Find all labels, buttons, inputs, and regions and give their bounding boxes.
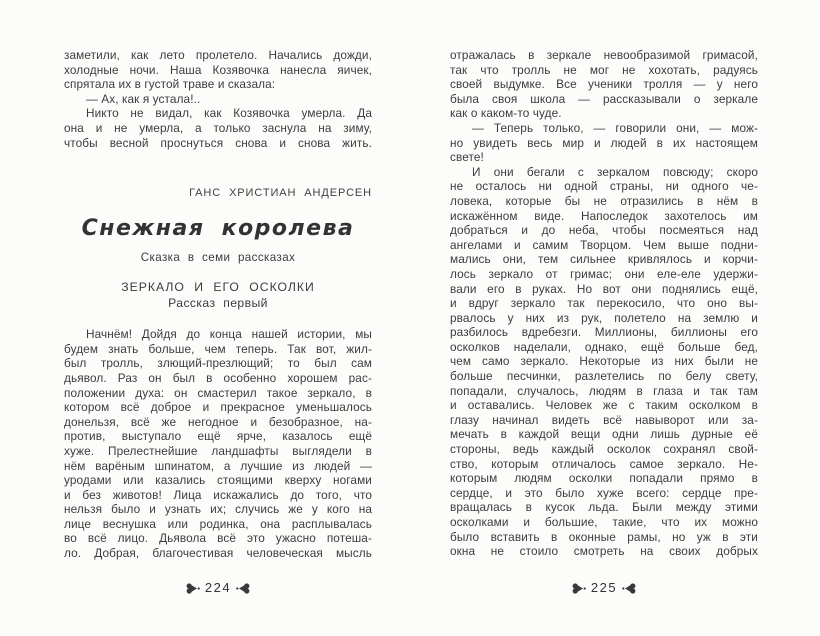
text-line: хуже. Прелестнейшие ландшафты выглядели в bbox=[64, 443, 372, 458]
text-line: Никто не видал, как Козявочка умерла. Да bbox=[86, 106, 372, 121]
text-line: осколками и большие, такие, что их можно bbox=[450, 515, 758, 529]
chapter-subheading: Рассказ первый bbox=[168, 296, 268, 311]
text-line: — Теперь только, — говорили они, — мож- bbox=[472, 120, 758, 135]
text-line: — Ах, как я устала!.. bbox=[86, 91, 201, 106]
story-subtitle: Сказка в семи рассказах bbox=[140, 251, 296, 265]
text-line: лось зеркало от гримас; они еле-еле удержи- bbox=[450, 266, 758, 281]
page-number-text: 225 bbox=[590, 580, 618, 596]
text-line: мались они, тем сильнее кривлялось и корчи- bbox=[450, 252, 758, 267]
text-line: и без животов! Лица искажались до того, что bbox=[64, 487, 372, 502]
text-line: И они бегали с зеркалом повсюду; скоро bbox=[472, 164, 758, 179]
text-line: которым людям осколки попадали прямо в bbox=[450, 471, 758, 486]
text-line: будем знать больше, чем теперь. Так вот, жил- bbox=[64, 341, 372, 356]
floral-ornament-icon bbox=[236, 583, 250, 594]
text-line: она и не умерла, а только заснула на зиму, bbox=[64, 120, 372, 135]
text-line: окна не стоило смотреть на своих добрых bbox=[450, 544, 758, 559]
text-line: но увидеть весь мир и людей в их настоящем bbox=[450, 135, 758, 150]
text-line: не осталось ни одной страны, ни одного че- bbox=[450, 179, 758, 194]
text-line: своей выдумке. Все ученики тролля — у него bbox=[450, 77, 758, 92]
text-line: Начнём! Дойдя до конца нашей истории, мы bbox=[86, 327, 372, 342]
page-number-left bbox=[64, 581, 372, 596]
story-title: Снежная королева bbox=[81, 216, 355, 242]
text-line: положении духа: он смастерил такое зеркало, в bbox=[64, 385, 372, 400]
text-line: вращалась в кусок льда. Были между этими bbox=[450, 500, 758, 515]
text-line: и вдруг зеркало так перекосило, что оно вы- bbox=[450, 296, 758, 311]
text-line: попадали, случалось, людям в глаза и так там bbox=[450, 383, 758, 398]
page-number-right bbox=[450, 581, 758, 596]
text-line: котором всё доброе и прекрасное уменьшалось bbox=[64, 400, 372, 415]
text-line: ство, которым отличалось самое зеркало. Не- bbox=[450, 456, 758, 471]
text-line: глазу начинал видеть всё навыворот или за- bbox=[450, 412, 758, 427]
text-line: был тролль, злющий-презлющий; то был сам bbox=[64, 356, 372, 371]
text-line: осколков наделали, однако, ещё больше бед, bbox=[450, 339, 758, 354]
text-line: дьявол. Раз он был в особенно хорошем рас- bbox=[64, 370, 372, 385]
text-line: мечать в каждой вещи одни лишь дурные её bbox=[450, 427, 758, 442]
text-line: вали его в руках. Но вот они поднялись ещё, bbox=[450, 281, 758, 296]
text-line: спрятала их в густой траве и сказала: bbox=[64, 77, 276, 92]
text-line: добраться и до неба, чтобы посмеяться над bbox=[450, 223, 758, 238]
text-line: сердце, и это было хуже всего: сердце пре- bbox=[450, 485, 758, 500]
text-line: ловека, которые бы не отразились в нём в bbox=[450, 193, 758, 208]
page-number-text: 224 bbox=[204, 580, 232, 596]
text-line: так что тролль не мог не хохотать, радуясь bbox=[450, 62, 758, 77]
text-line: донельзя, всё же негодное и безобразное, на- bbox=[64, 414, 372, 429]
floral-ornament-icon bbox=[186, 583, 200, 594]
text-line: чтобы весной проснуться снова и снова жить. bbox=[64, 135, 372, 150]
text-line: чем само зеркало. Некоторые из них были не bbox=[450, 354, 758, 369]
text-line: против, выступало ещё ярче, казалось ещё bbox=[64, 429, 372, 444]
text-line: заметили, как лето пролетело. Начались дожди, bbox=[64, 48, 372, 62]
page-left bbox=[64, 48, 372, 636]
left-body-text bbox=[64, 327, 372, 561]
author-name: ГАНС ХРИСТИАН АНДЕРСЕН bbox=[189, 187, 372, 200]
text-line: было вставить в оконные рамы, но уж в эти bbox=[450, 529, 758, 544]
text-line: рвалось у них из рук, полетело на землю и bbox=[450, 310, 758, 325]
page-right bbox=[450, 48, 758, 636]
left-top-text bbox=[64, 48, 372, 150]
text-line: искажённом виде. Напоследок захотелось им bbox=[450, 208, 758, 223]
text-line: нельзя было и узнать их; случись же у кого на bbox=[64, 502, 372, 517]
text-line: отражалась в зеркале невообразимой гримасой, bbox=[450, 48, 758, 62]
text-line: разбилось вдребезги. Миллионы, биллионы его bbox=[450, 325, 758, 340]
right-body-text bbox=[450, 48, 758, 559]
text-line: была своя школа — рассказывали о зеркале bbox=[450, 91, 758, 106]
floral-ornament-icon bbox=[622, 583, 636, 594]
text-line: свете! bbox=[450, 150, 484, 165]
text-line: нём варёным шпинатом, а лучшие из людей — bbox=[64, 458, 372, 473]
text-line: больше песчинки, разлетелись по белу свету, bbox=[450, 369, 758, 384]
text-line: ангелами и самим Творцом. Чем выше подни- bbox=[450, 237, 758, 252]
chapter-heading: ЗЕРКАЛО И ЕГО ОСКОЛКИ bbox=[121, 280, 315, 295]
text-line: во всё лицо. Дьявола всё это ужасно потеша- bbox=[64, 531, 372, 546]
text-line: лице веснушка или родинка, она расплывалась bbox=[64, 516, 372, 531]
text-line: уродами или казались стоящими кверху ногами bbox=[64, 473, 372, 488]
text-line: холодные ночи. Наша Козявочка нанесла яичек, bbox=[64, 62, 372, 77]
text-line: и оставались. Человек же с таким осколком в bbox=[450, 398, 758, 413]
text-line: стороны, ведь каждый осколок сохранял свой- bbox=[450, 442, 758, 457]
text-line: ло. Добрая, благочестивая человеческая мысль bbox=[64, 546, 372, 561]
floral-ornament-icon bbox=[572, 583, 586, 594]
text-line: как о каком-то чуде. bbox=[450, 106, 562, 121]
